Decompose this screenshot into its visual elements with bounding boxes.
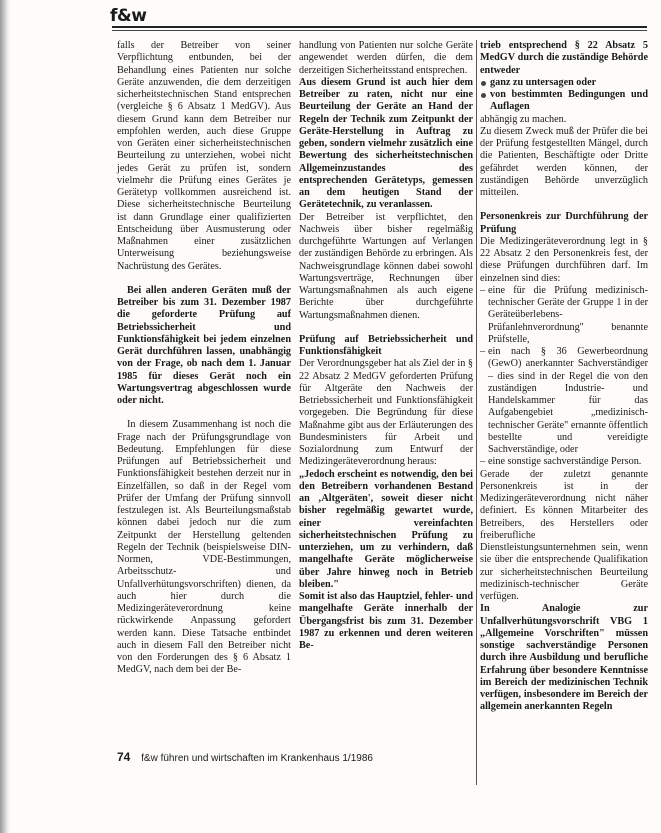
list-item: – ein nach § 36 Gewerbeordnung (GewO) anerkannter Sachverständiger – dies sind in der Regel die von den zuständigen Industrie- und Handelskammer für das Aufgabengebiet „medizinisch-technischer Geräte" ernannte öffentlich bestellte und vereidigte Sachverständige, oder: [480, 346, 648, 456]
dash-list: [480, 285, 648, 469]
list-item: – eine für die Prüfung medizinisch-technischer Geräte der Gruppe 1 in der Geräteüberlebens-Prüfanlehnverordnung" benannte Prüfstelle,: [480, 285, 648, 346]
list-item: von bestimmten Bedingungen und Auflagen: [480, 89, 648, 114]
bold-quote: „Jedoch erscheint es notwendig, den bei den Betreibern vorhandenen Bestand an ‚Altgeräten', soweit dieser nicht bisher regelmäßig gewartet wurde, einer vereinfachten sicherheitstechnischen Prüfung zu unterziehen, um zu verhindern, daß mangelhafte Geräte möglicherweise über Jahre hinweg noch in Betrieb bleiben.": [299, 468, 473, 590]
section-heading: Prüfung auf Betriebssicherheit und Funktionsfähigkeit: [299, 333, 473, 357]
footer-source: f&w führen und wirtschaften im Krankenhaus 1/1986: [141, 753, 373, 764]
column-1: [117, 40, 291, 677]
paragraph: Die Medizingeräteverordnung legt in § 22 Absatz 2 den Personenkreis fest, der diese Prüfungen durchführen darf. Im einzelnen sind dies:: [480, 235, 648, 284]
paragraph: Zu diesem Zweck muß der Prüfer die bei der Prüfung festgestellten Mängel, durch die Patienten, Beschäftigte oder Dritte gefährdet werden können, der zuständigen Behörde unverzüglich mitteilen.: [480, 125, 648, 198]
masthead-rule: [112, 26, 647, 28]
bold-paragraph: Somit ist also das Hauptziel, fehler- und mangelhafte Geräte innerhalb der Übergangsfrist bis zum 31. Dezember 1987 zu erkennen und deren weiteren Be-: [299, 591, 473, 651]
paragraph: Gerade der zuletzt genannte Personenkreis ist in der Medizingeräteverordnung nicht näher definiert. Es können Mitarbeiter des Betreibers, des Herstellers oder freiberufliche Dienstleistungsunternehmen sein, wenn sie über die entsprechende Qualifikation zur sicherheitstechnischen Beurteilung medizinisch-technischer Geräte verfügen.: [480, 468, 648, 602]
column-3: [480, 40, 648, 714]
list-item: – eine sonstige sachverständige Person.: [480, 456, 648, 468]
list-item: ganz zu untersagen oder: [480, 77, 648, 89]
masthead-logo: f&w: [110, 6, 147, 26]
column-2: [299, 40, 473, 652]
column-divider: [476, 40, 477, 785]
paragraph: Der Betreiber ist verpflichtet, den Nachweis über bisher regelmäßig durchgeführte Wartungen auf Verlangen der zuständigen Behörde zu erbringen. Als Nachweisgrundlage können dabei sowohl Wartungsverträge, Rechnungen über Wartungsmaßnahmen als auch eigene Berichte über durchgeführte Wartungsmaßnahmen dienen.: [299, 211, 473, 321]
bullet-list: [480, 77, 648, 114]
bold-paragraph: In Analogie zur Unfallverhütungsvorschrift VBG 1 „Allgemeine Vorschriften" müssen sonstige sachverständige Personen durch ihre Ausbildung und berufliche Erfahrung über besondere Kenntnisse im Bereich der medizinischen Technik verfügen, insbesondere im Bereich der allgemein anerkannten Regeln: [480, 603, 648, 713]
section-heading: Personenkreis zur Durchführung der Prüfung: [480, 211, 648, 235]
paragraph: Der Verordnungsgeber hat als Ziel der in § 22 Absatz 2 MedGV geforderten Prüfung für Altgeräte den Nachweis der Betriebssicherheit und Funktionsfähigkeit vorgegeben. Die Begründung für diese Maßnahme gibt aus der Erläuterungen des Bundesministers für Arbeit und Sozialordnung zum Entwurf der Medizingeräteverordnung heraus:: [299, 358, 473, 468]
masthead-rule-thin: [112, 30, 647, 31]
paragraph: falls der Betreiber von seiner Verpflichtung entbunden, bei der Behandlung eines Patienten nur solche Geräte anzuwenden, die dem derzeitigen sicherheitstechnischen Stand entsprechen (vergleiche § 6 Absatz 1 MedGV). Aus diesem Grund kann dem Betreiber nur empfohlen werden, auch diese Gruppe von Geräten einer sicherheitstechnischen Beurteilung zu unterziehen, wobei nicht jedes Gerät zu prüfen ist, sondern vielmehr die Prüfung eines Gerätes je Gerätetyp vollkommen ausreichend ist. Diese sicherheitstechnische Beurteilung ist dann Grundlage einer qualifizierten Entscheidung über Ausmusterung oder Maßnahmen einer zusätzlichen Unterweisung beziehungsweise Nachrüstung des Gerätes.: [117, 40, 291, 272]
paragraph: abhängig zu machen.: [480, 113, 567, 125]
page-spine-shadow: [0, 0, 10, 833]
page-footer: [117, 750, 373, 764]
bold-paragraph: trieb entsprechend § 22 Absatz 5 MedGV durch die zuständige Behörde entweder: [480, 40, 648, 76]
page-number: 74: [117, 750, 131, 764]
bold-paragraph: Bei allen anderen Geräten muß der Betreiber bis zum 31. Dezember 1987 die geforderte Prüfung auf Betriebssicherheit und Funktionsfähigkeit bei jedem einzelnen Gerät durchführen lassen, unabhängig von der Frage, ob nach dem 1. Januar 1985 für dieses Gerät noch ein Wartungsvertrag abgeschlossen wurde oder nicht.: [117, 284, 291, 406]
paragraph: handlung von Patienten nur solche Geräte angewendet werden dürfen, die dem derzeitigen Sicherheitsstand entsprechen.: [299, 40, 473, 76]
paragraph: In diesem Zusammenhang ist noch die Frage nach der Prüfungsgrundlage von Bedeutung. Empfehlungen für diese Prüfungen auf Betriebssicherheit und Funktionsfähigkeit bestehen derzeit nur in Einzelfällen, so daß in der Regel vom Prüfer der Umfang der Prüfung sinnvoll festzulegen ist. Als Beurteilungsmaßstab können dabei jedoch nur die zum Zeitpunkt der Herstellung geltenden Regeln der Technik (beispielsweise DIN-Normen, VDE-Bestimmungen, Arbeitsschutz- und Unfallverhütungsvorschriften) dienen, da auch hier durch die Medizingeräteverordnung keine rückwirkende Anpassung gefordert werden kann. Diese Tatsache entbindet auch in diesem Fall den Betreiber nicht von den Forderungen des § 6 Absatz 1 MedGV, nach dem bei der Be-: [117, 419, 291, 676]
bold-paragraph: Aus diesem Grund ist auch hier dem Betreiber zu raten, nicht nur eine Beurteilung der Geräte an Hand der Regeln der Technik zum Zeitpunkt der Geräte-Herstellung in Auftrag zu geben, sondern vielmehr zusätzlich eine Bewertung des sicherheitstechnischen Allgemeinzustandes des entsprechenden Gerätetyps, gemessen an dem heutigen Stand der Gerätetechnik, zu veranlassen.: [299, 76, 473, 211]
